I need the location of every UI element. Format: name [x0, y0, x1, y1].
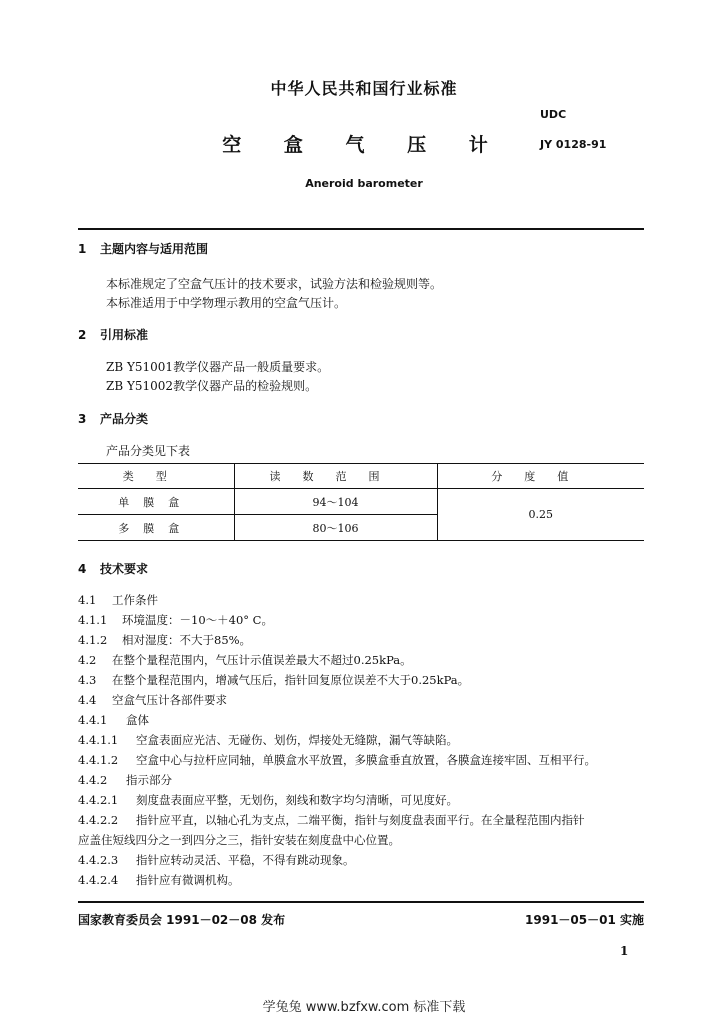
section-2-para-1: ZB Y51001教学仪器产品一般质量要求。: [106, 360, 330, 374]
table-cell-range: 94～104: [234, 489, 437, 515]
list-item: 4.4.1.2 空盒中心与拉杆应同轴，单膜盒水平放置，多膜盒垂直放置，各膜盒连接牢固、互相平行。: [78, 753, 596, 767]
list-item: 4.4.1.1 空盒表面应光洁、无碰伤、划伤，焊接处无缝隙，漏气等缺陷。: [78, 733, 458, 747]
table-row: [78, 489, 644, 515]
udc-label: UDC: [540, 108, 567, 121]
table-cell-division: 0.25: [437, 489, 644, 541]
section-2-para-2: ZB Y51002教学仪器产品的检验规则。: [106, 379, 318, 393]
section-4-heading: 4 技术要求: [78, 562, 149, 576]
table-header-type: 类型: [78, 464, 234, 489]
section-3-heading: 3 产品分类: [78, 412, 149, 426]
effective-date: 1991－05－01 实施: [525, 913, 644, 927]
table-header-division: 分度值: [437, 464, 644, 489]
list-item: 4.1.2 相对湿度：不大于85%。: [78, 633, 252, 647]
list-item: 应盖住短线四分之一到四分之三，指针安装在刻度盘中心位置。: [78, 833, 400, 847]
section-1-para-1: 本标准规定了空盒气压计的技术要求，试验方法和检验规则等。: [106, 277, 443, 291]
table-cell-type: 多膜盒: [118, 521, 194, 535]
issuing-category: 中华人民共和国行业标准: [270, 79, 458, 98]
document-title: 空 盒 气 压 计: [222, 134, 506, 156]
list-item: 4.2 在整个量程范围内，气压计示值误差最大不超过0.25kPa。: [78, 653, 412, 667]
list-item: 4.3 在整个量程范围内，增减气压后，指针回复原位误差不大于0.25kPa。: [78, 673, 470, 687]
list-item: 4.4.2.4 指针应有微调机构。: [78, 873, 240, 887]
section-3-para-1: 产品分类见下表: [106, 444, 191, 458]
list-item: 4.1 工作条件: [78, 593, 158, 607]
list-item: 4.4.2.2 指针应平直，以轴心孔为支点，二端平衡，指针与刻度盘表面平行。在全量程范围内指针: [78, 813, 585, 827]
table-header-range: 读数范围: [234, 464, 437, 489]
list-item: 4.4.1 盒体: [78, 713, 149, 727]
standard-number: JY 0128-91: [540, 138, 607, 151]
table-cell-range: 80～106: [234, 515, 437, 541]
section-1-para-2: 本标准适用于中学物理示教用的空盒气压计。: [106, 296, 347, 310]
list-item: 4.4.2.1 刻度盘表面应平整，无划伤，刻线和数字均匀清晰，可见度好。: [78, 793, 458, 807]
english-title: Aneroid barometer: [305, 177, 423, 190]
page-number: 1: [620, 944, 629, 958]
list-item: 4.4.2 指示部分: [78, 773, 172, 787]
header-rule: [78, 228, 644, 230]
list-item: 4.1.1 环境温度：－10～＋40° C。: [78, 613, 273, 627]
list-item: 4.4.2.3 指针应转动灵活、平稳，不得有跳动现象。: [78, 853, 355, 867]
watermark-link[interactable]: 学兔兔 www.bzfxw.com 标准下载: [262, 1000, 466, 1015]
product-classification-table: [78, 463, 644, 541]
table-cell-type: 单膜盒: [78, 489, 234, 515]
section-1-heading: 1 主题内容与适用范围: [78, 242, 209, 256]
section-2-heading: 2 引用标准: [78, 328, 149, 342]
footer-rule: [78, 901, 644, 903]
issue-date: 国家教育委员会 1991－02－08 发布: [78, 913, 286, 927]
list-item: 4.4 空盒气压计各部件要求: [78, 693, 227, 707]
